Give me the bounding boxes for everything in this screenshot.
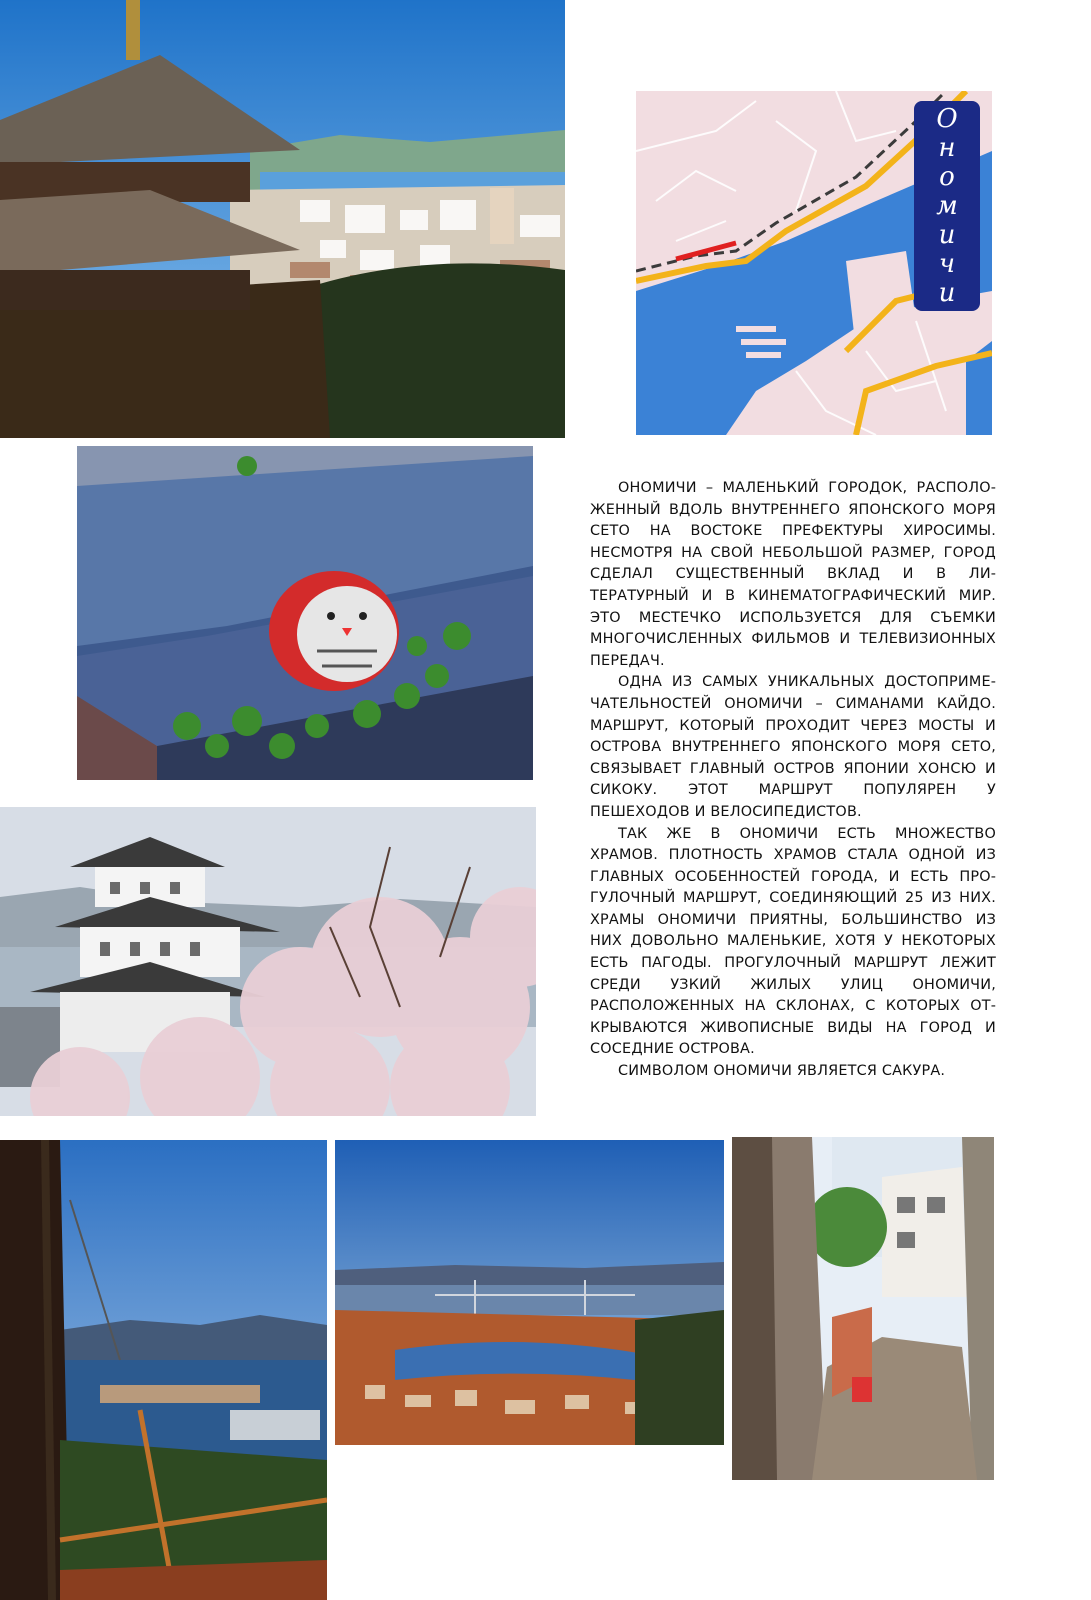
article-paragraph: ОДНА ИЗ САМЫХ УНИКАЛЬНЫХ ДОСТОПРИМЕЧАТЕЛЬНОСТЕЙ ОНОМИЧИ – СИМАНАМИ КАЙДО. МАРШРУТ, КОТОРЫЙ ПРОХОДИТ ЧЕРЕЗ МОСТЫ И ОСТРОВА ВНУТРЕННЕГО ЯПОНСКОГО МОРЯ СЕТО, СВЯЗЫВАЕТ ГЛАВНЫЙ ОСТРОВ ЯПОНИИ ХОНСЮ И СИКОКУ. ЭТОТ МАРШРУТ ПОПУЛЯРЕН У ПЕШЕХОДОВ И ВЕЛОСИПЕДИСТОВ. bbox=[590, 674, 996, 820]
map-onomichi bbox=[636, 91, 992, 435]
article-paragraph: ОНОМИЧИ – МАЛЕНЬКИЙ ГОРОДОК, РАСПОЛОЖЕННЫЙ ВДОЛЬ ВНУТРЕННЕГО ЯПОНСКОГО МОРЯ СЕТО НА ВОСТОКЕ ПРЕФЕКТУРЫ ХИРОСИМЫ. НЕСМОТРЯ НА СВОЙ НЕБОЛЬШОЙ РАЗМЕР, ГОРОД СДЕЛАЛ СУЩЕСТВЕННЫЙ ВКЛАД И В ЛИТЕРАТУРНЫЙ И В КИНЕМАТОГРАФИЧЕСКИЙ МИР. ЭТО МЕСТЕЧКО ИСПОЛЬЗУЕТСЯ ДЛЯ СЪЕМКИ МНОГОЧИСЛЕННЫХ ФИЛЬМОВ И ТЕЛЕВИЗИОННЫХ ПЕРЕДАЧ. bbox=[590, 480, 996, 669]
city-name-letter: и bbox=[938, 277, 956, 308]
photo-harbor bbox=[0, 1140, 327, 1600]
city-name-letter: м bbox=[936, 190, 958, 221]
article-text bbox=[590, 478, 996, 1083]
photo-alley bbox=[732, 1137, 994, 1480]
city-name-letter: н bbox=[938, 132, 956, 163]
city-name-letter: о bbox=[939, 161, 955, 192]
city-name-letter: ч bbox=[938, 248, 956, 279]
article-paragraph: СИМВОЛОМ ОНОМИЧИ ЯВЛЯЕТСЯ САКУРА. bbox=[618, 1063, 946, 1080]
photo-pagoda bbox=[0, 0, 565, 438]
photo-dusk-town bbox=[335, 1140, 724, 1445]
city-name-badge bbox=[914, 101, 980, 311]
city-name-letter: и bbox=[938, 219, 956, 250]
photo-castle bbox=[0, 807, 536, 1116]
article-paragraph: ТАК ЖЕ В ОНОМИЧИ ЕСТЬ МНОЖЕСТВО ХРАМОВ. ПЛОТНОСТЬ ХРАМОВ СТАЛА ОДНОЙ ИЗ ГЛАВНЫХ ОСОБЕННОСТЕЙ ГОРОДА, И ЕСТЬ ПРОГУЛОЧНЫЙ МАРШРУТ, СОЕДИНЯЮЩИЙ 25 ИЗ НИХ. ХРАМЫ ОНОМИЧИ ПРИЯТНЫ, БОЛЬШИНСТВО ИЗ НИХ ДОВОЛЬНО МАЛЕНЬКИЕ, ХОТЯ У НЕКОТОРЫХ ЕСТЬ ПАГОДЫ. ПРОГУЛОЧНЫЙ МАРШРУТ ЛЕЖИТ СРЕДИ УЗКИЙ ЖИЛЫХ УЛИЦ ОНОМИЧИ, РАСПОЛОЖЕННЫХ НА СКЛОНАХ, С КОТОРЫХ ОТКРЫВАЮТСЯ ЖИВОПИСНЫЕ ВИДЫ НА ГОРОД И СОСЕДНИЕ ОСТРОВА. bbox=[590, 825, 996, 1058]
photo-cat-stone bbox=[77, 446, 533, 780]
city-name-letter: О bbox=[936, 103, 958, 134]
